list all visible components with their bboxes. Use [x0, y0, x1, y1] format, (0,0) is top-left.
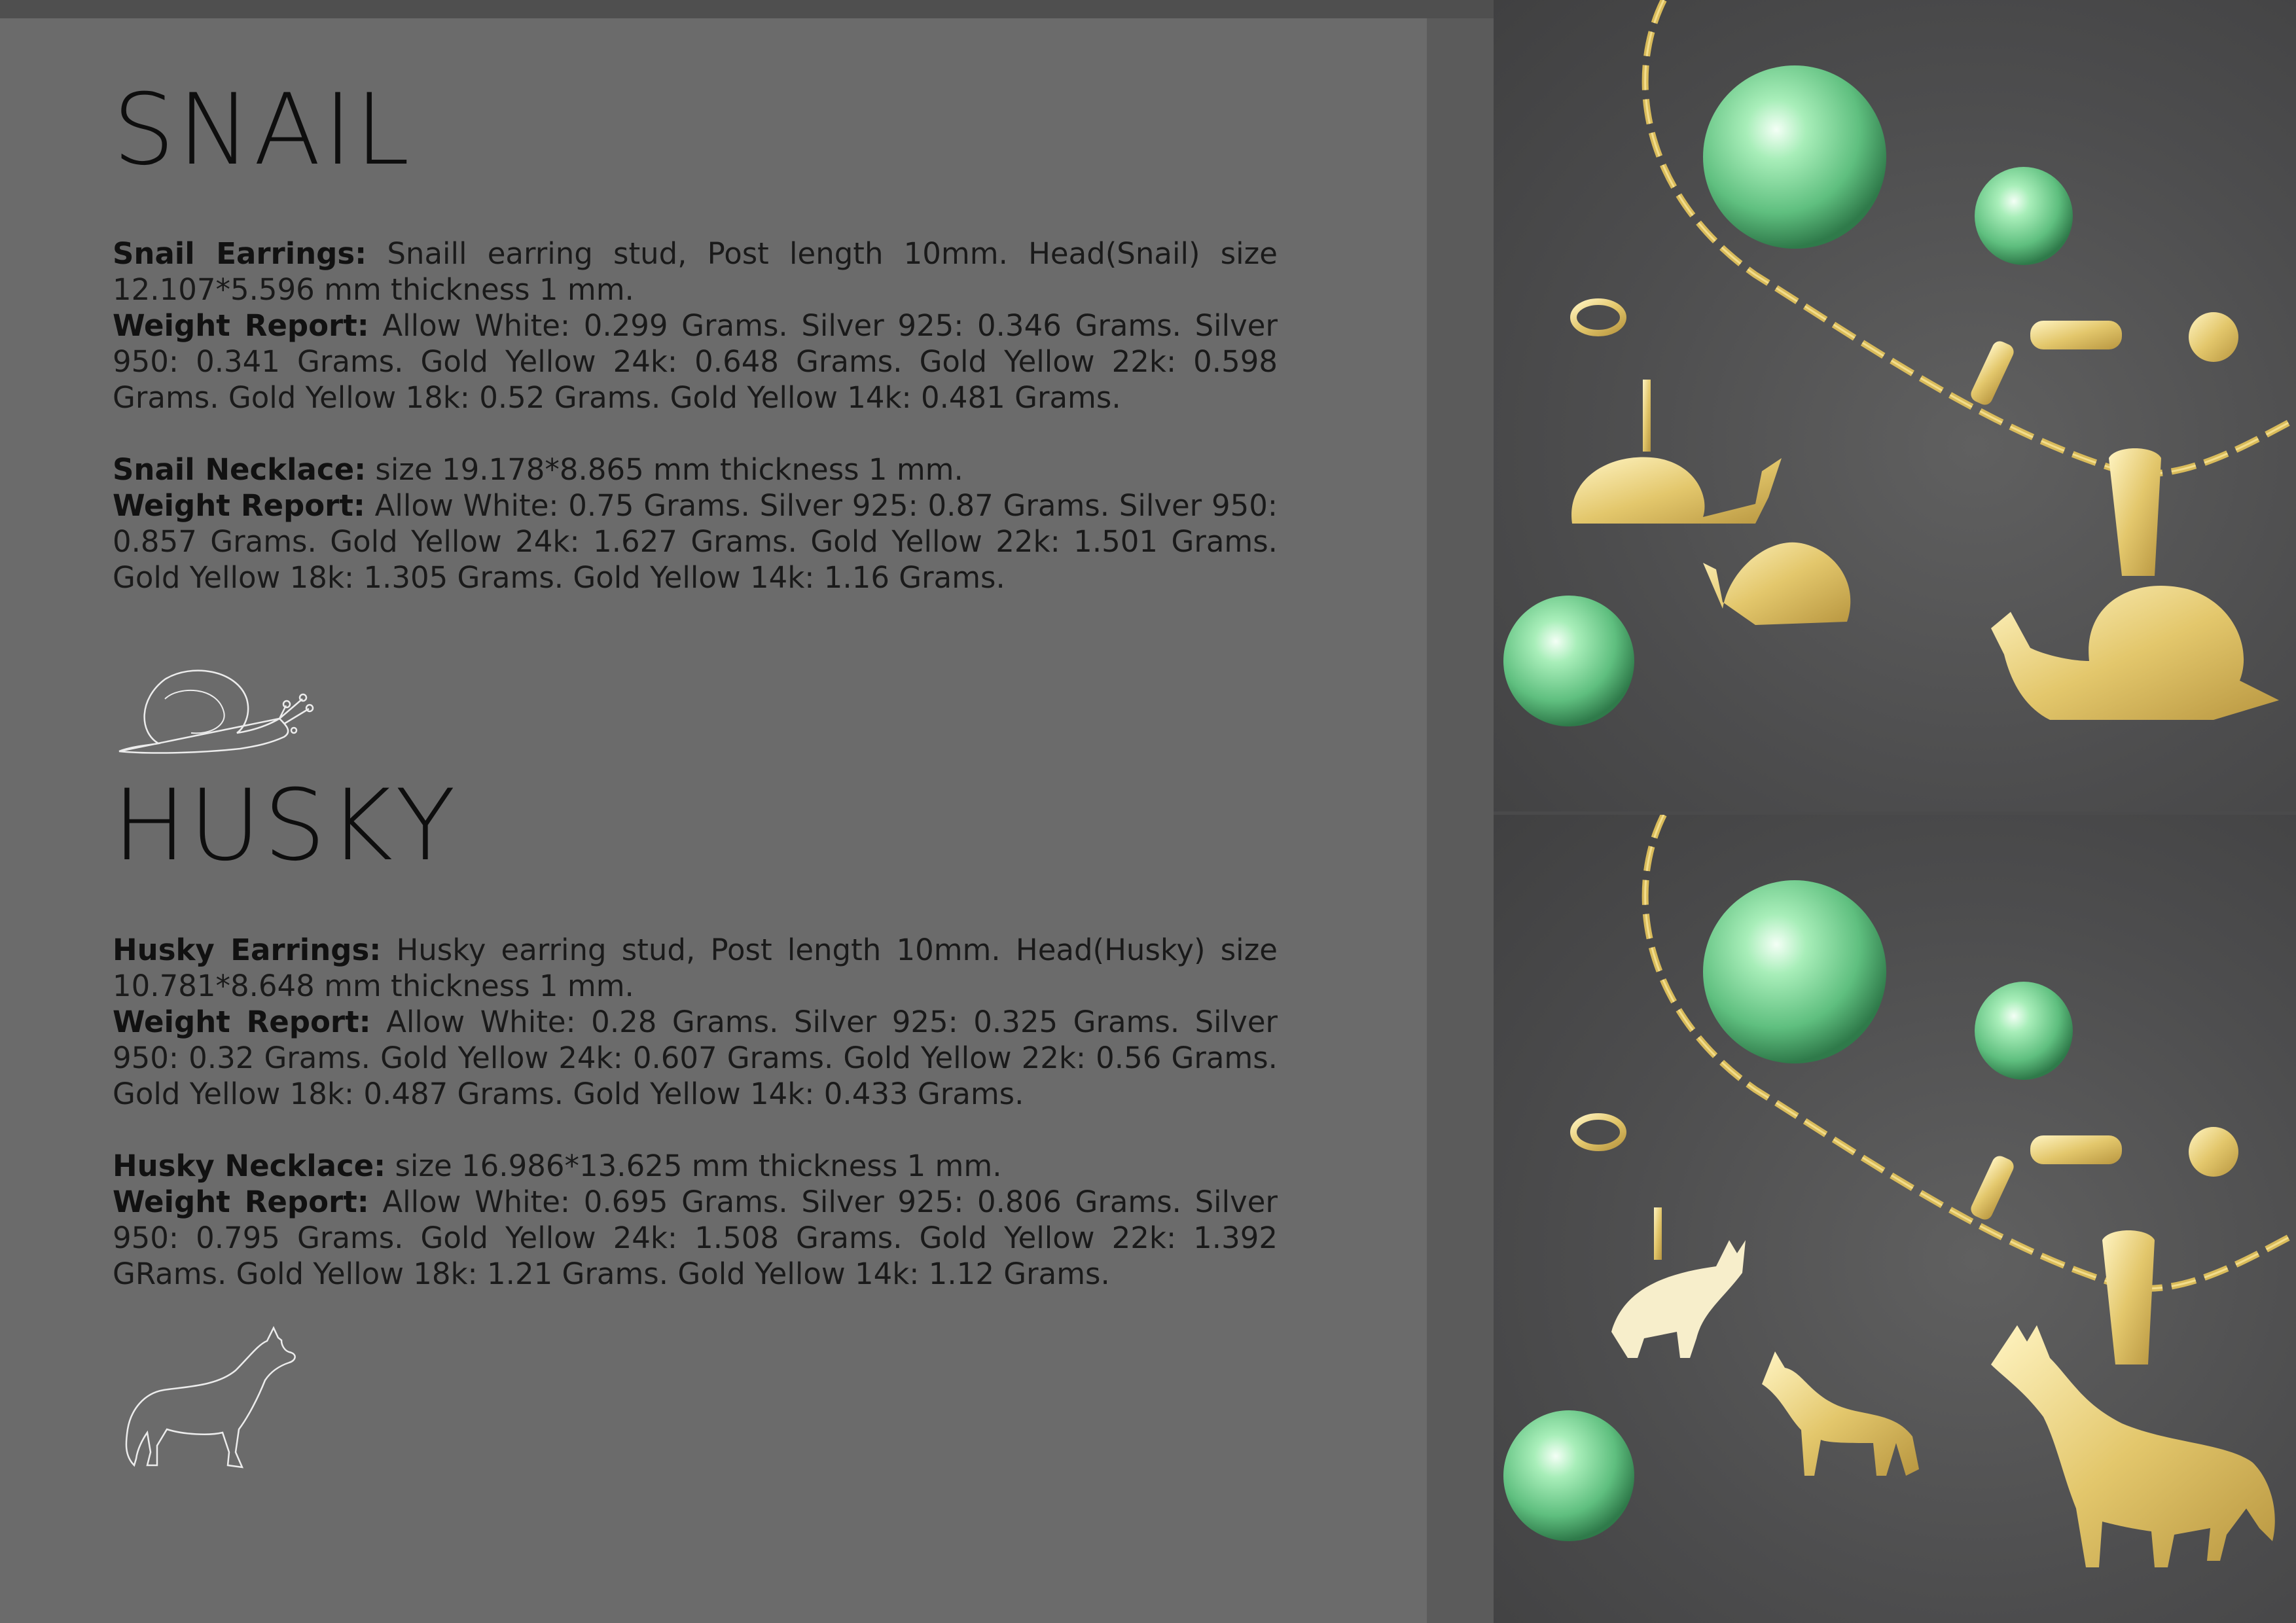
husky-necklace-weight-label: Weight Report:	[113, 1185, 369, 1219]
snail-earrings-paragraph	[113, 236, 1278, 416]
husky-product-photo	[1494, 815, 2296, 1623]
snail-necklace-weight-text: Allow White: 0.75 Grams. Silver 925: 0.87 Grams. Silver 950: 0.857 Grams. Gold Yellow 24k: 1.627 Grams. Gold Yellow 22k: 1.501 Grams. Gold Yellow 18k: 1.305 Grams. Gold Yellow 14k: 1.16 Grams.	[113, 488, 1278, 595]
snail-earrings-weight-text: Allow White: 0.299 Grams. Silver 925: 0.346 Grams. Silver 950: 0.341 Grams. Gold Yellow 24k: 0.648 Grams. Gold Yellow 22k: 0.598 Grams. Gold Yellow 18k: 0.52 Grams. Gold Yellow 14k: 0.481 Grams.	[113, 308, 1278, 415]
husky-earrings-text: Husky earring stud, Post length 10mm. Head(Husky) size 10.781*8.648 mm thickness 1 mm.	[113, 933, 1278, 1003]
snail-necklace-paragraph	[113, 452, 1278, 596]
husky-description	[113, 932, 1278, 1292]
snail-product-photo	[1494, 0, 2296, 812]
husky-earrings-label: Husky Earrings:	[113, 933, 382, 967]
husky-jewelry-render	[1494, 815, 2296, 1623]
husky-necklace-text: size 16.986*13.625 mm thickness 1 mm.	[386, 1149, 1002, 1183]
snail-necklace-weight-label: Weight Report:	[113, 488, 365, 523]
husky-necklace-label: Husky Necklace:	[113, 1149, 386, 1183]
snail-earrings-text: Snaill earring stud, Post length 10mm. Head(Snail) size 12.107*5.596 mm thickness 1 mm.	[113, 236, 1278, 307]
snail-earrings-weight-label: Weight Report:	[113, 308, 369, 343]
snail-outline-icon	[113, 660, 322, 757]
husky-outline-icon	[118, 1325, 301, 1471]
snail-title: SNAIL	[113, 73, 412, 187]
snail-jewelry-render	[1494, 0, 2296, 812]
husky-earrings-paragraph	[113, 932, 1278, 1112]
husky-title: HUSKY	[113, 769, 458, 883]
husky-earrings-weight-text: Allow White: 0.28 Grams. Silver 925: 0.325 Grams. Silver 950: 0.32 Grams. Gold Yellow 24k: 0.607 Grams. Gold Yellow 22k: 0.56 Grams. Gold Yellow 18k: 0.487 Grams. Gold Yellow 14k: 0.433 Grams.	[113, 1005, 1278, 1111]
snail-description	[113, 236, 1278, 596]
snail-necklace-text: size 19.178*8.865 mm thickness 1 mm.	[366, 452, 963, 487]
product-photos	[1494, 0, 2296, 1623]
snail-earrings-label: Snail Earrings:	[113, 236, 367, 271]
husky-earrings-weight-label: Weight Report:	[113, 1005, 371, 1039]
snail-necklace-label: Snail Necklace:	[113, 452, 367, 487]
husky-necklace-paragraph	[113, 1148, 1278, 1292]
husky-necklace-weight-text: Allow White: 0.695 Grams. Silver 925: 0.806 Grams. Silver 950: 0.795 Grams. Gold Yellow 24k: 1.508 Grams. Gold Yellow 22k: 1.392 GRams. Gold Yellow 18k: 1.21 Grams. Gold Yellow 14k: 1.12 Grams.	[113, 1185, 1278, 1291]
